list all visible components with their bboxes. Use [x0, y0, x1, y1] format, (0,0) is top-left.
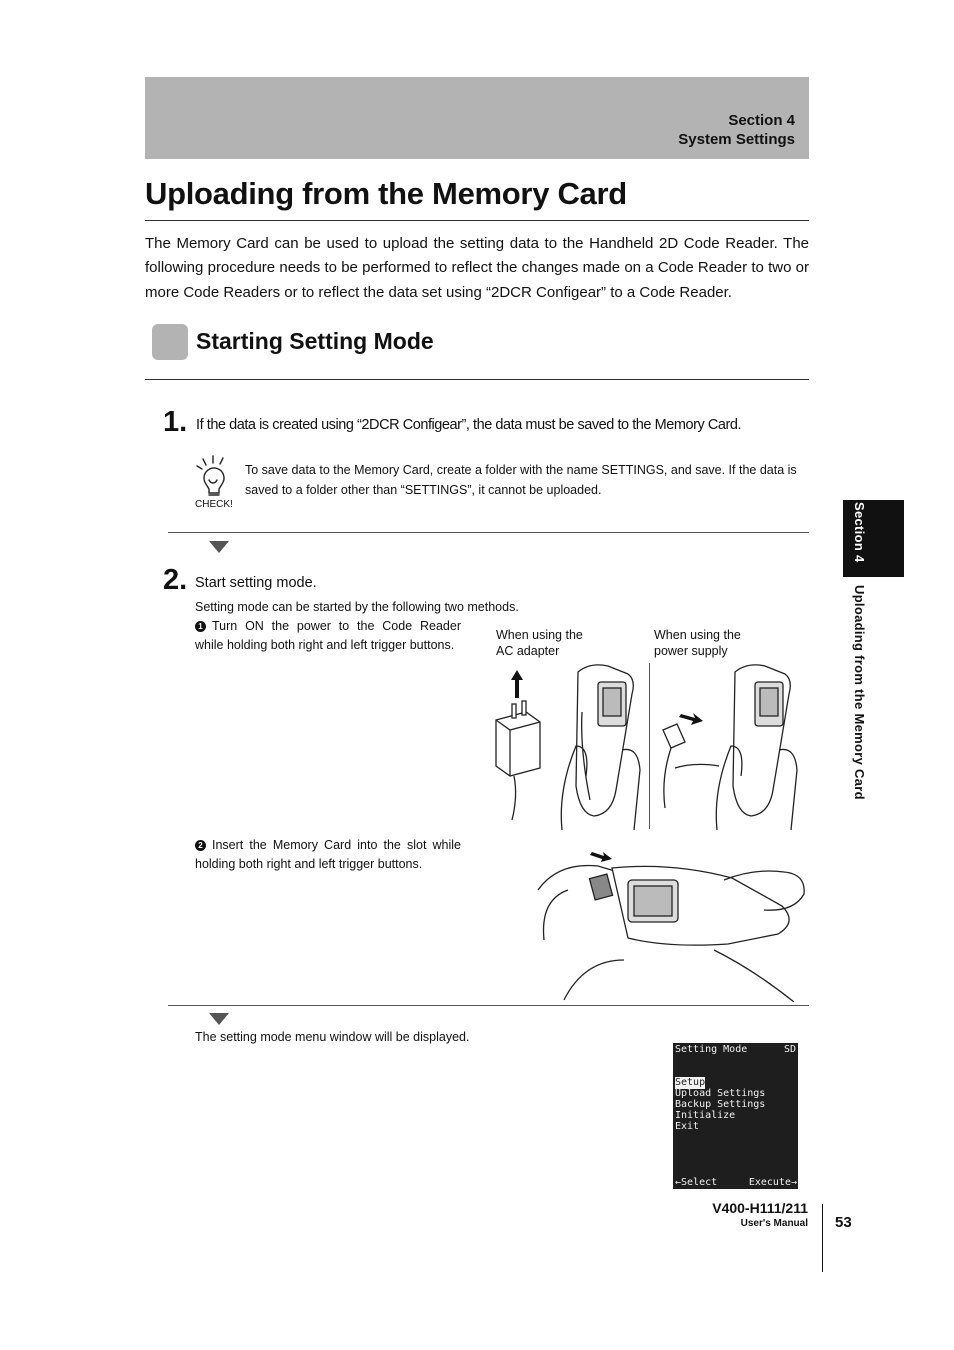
step-2-number: 2. [163, 564, 188, 596]
lcd-menu-item-upload: Upload Settings [675, 1088, 766, 1099]
method-1-body: Turn ON the power to the Code Reader while holding both right and left trigger buttons. [195, 619, 461, 652]
arrow-down-icon [209, 541, 229, 553]
lcd-footer-select: ←Select [675, 1177, 718, 1188]
subsection-badge [152, 324, 188, 360]
method-2-body: Insert the Memory Card into the slot while holding both right and left trigger buttons. [195, 838, 461, 871]
check-label: CHECK! [195, 499, 233, 510]
memory-card-insert-illustration [534, 840, 809, 1002]
section-header-text [678, 111, 795, 149]
step-2-rule [168, 1005, 809, 1006]
header-section: Section 4 [728, 112, 795, 129]
page-title: Uploading from the Memory Card [145, 176, 627, 211]
setting-mode-lcd-screen [673, 1043, 798, 1189]
subsection-rule [145, 379, 809, 380]
method-1-number: 1 [195, 621, 206, 632]
caption-ps-line-1: When using the [654, 628, 741, 642]
caption-ps-line-2: power supply [654, 644, 728, 658]
intro-paragraph: The Memory Card can be used to upload the setting data to the Handheld 2D Code Reader. The following procedure needs to be performed to reflect the changes made on a Code Reader to two or more Code Readers or to reflect the data set using “2DCR Configear” to a Code Reader. [145, 235, 809, 301]
footer-manual: User's Manual [740, 1218, 808, 1229]
lcd-sd-indicator: SD [783, 1044, 796, 1055]
caption-ac-line-2: AC adapter [496, 644, 560, 658]
power-supply-illustration [655, 660, 809, 830]
lcd-title: Setting Mode [675, 1044, 748, 1055]
step-1-rule [168, 532, 809, 533]
caption-ac-line-1: When using the [496, 628, 583, 642]
step-1-text: If the data is created using “2DCR Configear”, the data must be saved to the Memory Card. [196, 417, 742, 433]
method-1-text [195, 617, 461, 655]
method-2-number: 2 [195, 840, 206, 851]
lcd-menu-item-setup: Setup [675, 1077, 706, 1088]
arrow-down-icon [209, 1013, 229, 1025]
ac-adapter-illustration [490, 660, 648, 830]
lcd-menu-item-initialize: Initialize [675, 1110, 736, 1121]
lcd-menu-item-backup: Backup Settings [675, 1099, 766, 1110]
subsection-title: Starting Setting Mode [196, 328, 434, 354]
step-2-text: Start setting mode. [195, 575, 317, 591]
step-1-number: 1. [163, 406, 188, 438]
header-section-title: System Settings [678, 131, 795, 148]
side-tab-section: Section 4 [852, 502, 867, 563]
lcd-menu-item-exit: Exit [675, 1121, 700, 1132]
check-note-text: To save data to the Memory Card, create a folder with the name SETTINGS, and save. If the data is saved to a folder other than “SETTINGS”, it cannot be uploaded. [245, 463, 797, 497]
result-text: The setting mode menu window will be displayed. [195, 1030, 470, 1044]
section-header-band [145, 77, 809, 159]
illustration-divider [649, 663, 650, 829]
lcd-footer-execute: Execute→ [748, 1177, 797, 1188]
method-2-text [195, 836, 461, 874]
page-number: 53 [835, 1214, 852, 1231]
side-tab-title: Uploading from the Memory Card [852, 585, 867, 800]
caption-ac-adapter [496, 627, 583, 659]
step-2-subtext: Setting mode can be started by the following two methods. [195, 600, 519, 614]
title-rule [145, 220, 809, 221]
footer-model: V400-H111/211 [712, 1200, 808, 1216]
caption-power-supply [654, 627, 741, 659]
footer-divider [822, 1204, 823, 1272]
